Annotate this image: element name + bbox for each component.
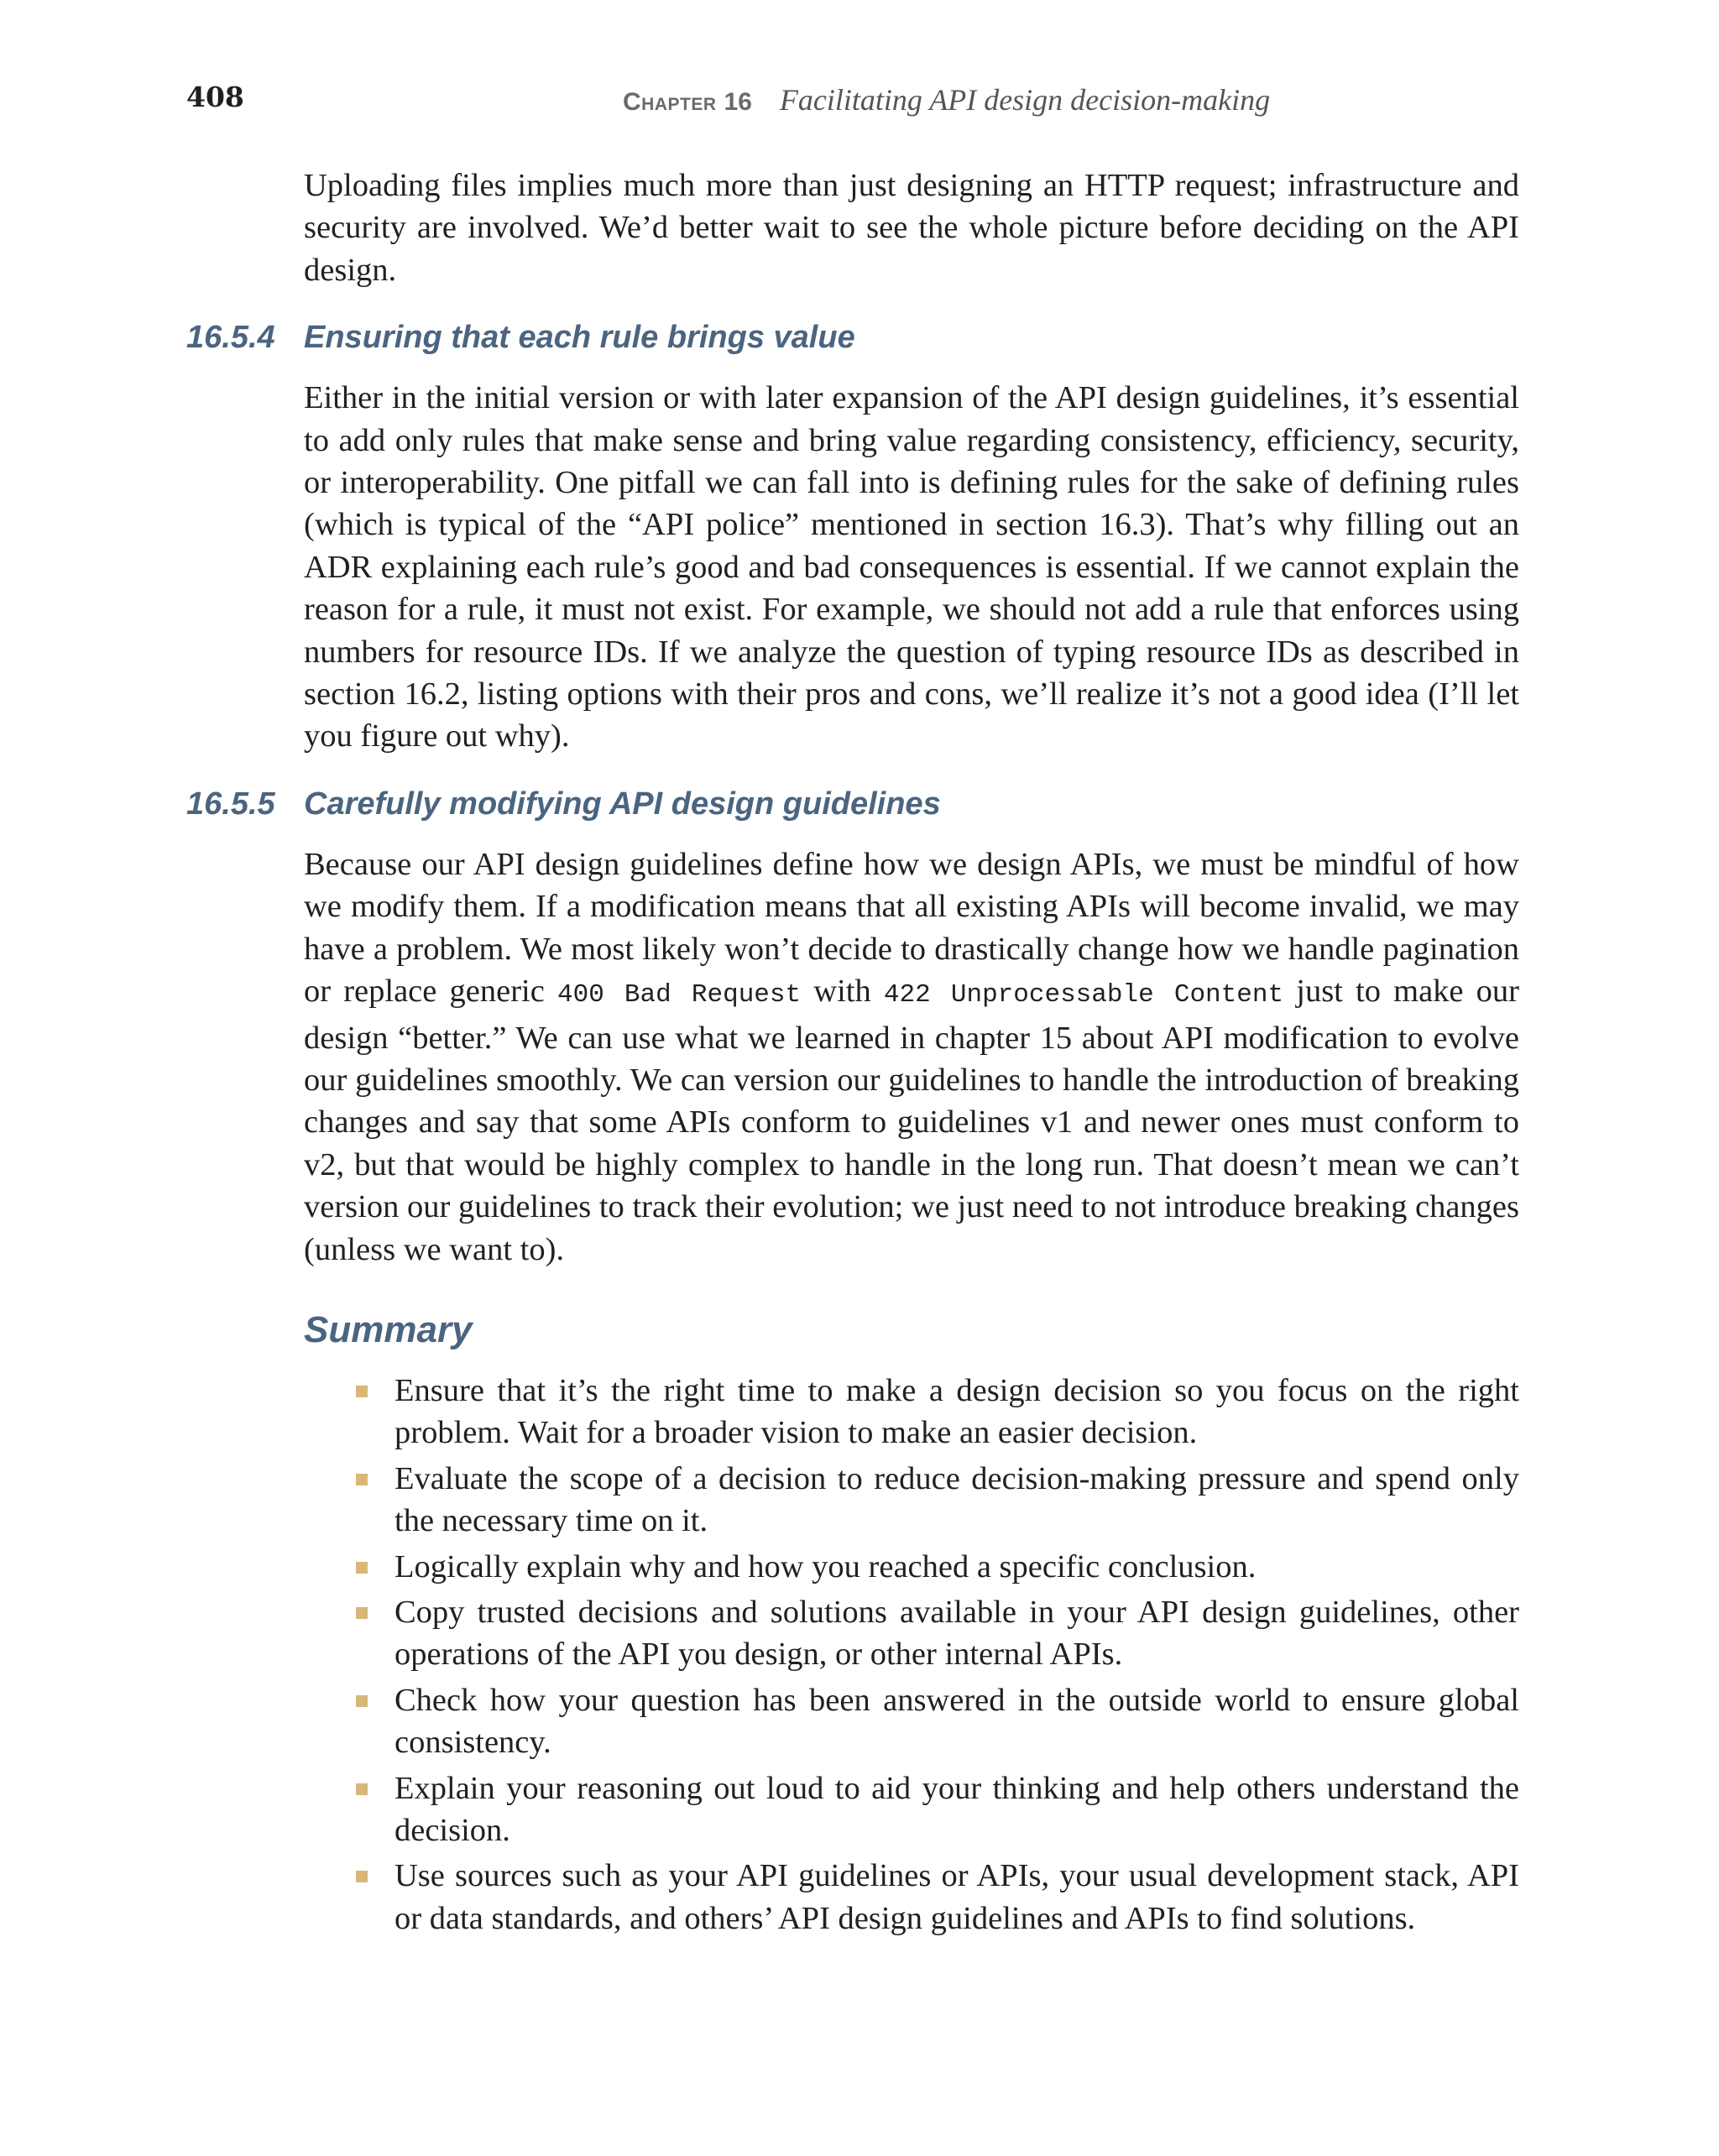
section-number: 16.5.5 [186, 786, 275, 822]
paragraph-text: with [801, 974, 884, 1010]
summary-item-text: Evaluate the scope of a decision to reduce decision-making pressure and spend only the necessary time on it. [394, 1460, 1519, 1539]
square-bullet-icon [356, 1607, 368, 1619]
square-bullet-icon [356, 1474, 368, 1485]
summary-item [394, 1370, 1519, 1454]
summary-item-text: Copy trusted decisions and solutions available in your API design guidelines, other operations of the API you design, or other internal APIs. [394, 1594, 1519, 1673]
paragraph-text: just to make our design “better.” We can use what we learned in chapter 15 about API modification to evolve our guidelines smoothly. We can version our guidelines to handle the introduction of breaking changes and say that some APIs conform to guidelines v1 and newer ones must conform to v2, but that would be highly complex to handle in the long run. That doesn’t mean we can’t version our guidelines to track their evolution; we just need to not introduce breaking changes (unless we want to). [304, 974, 1520, 1267]
intro-paragraph: Uploading files implies much more than just designing an HTTP request; infrastructure and security are involved. We’d better wait to see the whole picture before deciding on the API design. [304, 168, 1519, 288]
square-bullet-icon [356, 1695, 368, 1707]
summary-heading: Summary [304, 1308, 473, 1350]
running-head [623, 82, 1270, 117]
page-number: 408 [186, 81, 244, 113]
square-bullet-icon [356, 1386, 368, 1397]
summary-item [394, 1855, 1519, 1939]
square-bullet-icon [356, 1783, 368, 1795]
section-title: Ensuring that each rule brings value [304, 320, 855, 356]
section-paragraph-16-5-4: Either in the initial version or with later expansion of the API design guidelines, it’s essential to add only rules that make sense and bring value regarding consistency, efficiency, security, or interoperability. One pitfall we can fall into is defining rules for the sake of defining rules (which is typical of the “API police” mentioned in section 16.3). That’s why filling out an ADR explaining each rule’s good and bad consequences is essential. If we cannot explain the reason for a rule, it must not exist. For example, we should not add a rule that enforces using numbers for resource IDs. If we analyze the question of typing resource IDs as described in section 16.2, listing options with their pros and cons, we’ll realize it’s not a good idea (I’ll let you figure out why). [304, 380, 1519, 754]
summary-item [394, 1591, 1519, 1676]
page-content [186, 164, 1520, 1943]
chapter-label: Chapter [623, 88, 717, 116]
summary-item-text: Check how your question has been answered in the outside world to ensure global consistency. [394, 1682, 1519, 1761]
summary-item-text: Logically explain why and how you reached a specific conclusion. [394, 1548, 1257, 1584]
summary-item [394, 1546, 1519, 1588]
summary-list [304, 1370, 1519, 1939]
chapter-title: Facilitating API design decision-making [779, 83, 1271, 117]
section-paragraph-16-5-5 [304, 843, 1519, 1271]
summary-item [394, 1679, 1519, 1764]
square-bullet-icon [356, 1871, 368, 1882]
section-heading-16-5-5 [186, 786, 1519, 827]
chapter-number: 16 [724, 88, 752, 116]
inline-code-400: 400 Bad Request [556, 980, 802, 1010]
square-bullet-icon [356, 1562, 368, 1574]
page-header [186, 81, 1533, 119]
paragraph-text: Because our API design guidelines define how we design APIs, we must be mindful of how we modify them. If a modification means that all existing APIs will become invalid, we may have a problem. We most likely won’t decide to drastically change how we handle pagination or replace generic [304, 846, 1519, 1010]
section-number: 16.5.4 [186, 320, 275, 356]
summary-item [394, 1458, 1519, 1543]
summary-item [394, 1767, 1519, 1852]
section-heading-16-5-4 [186, 320, 1519, 360]
summary-item-text: Explain your reasoning out loud to aid your thinking and help others understand the decision. [394, 1770, 1519, 1848]
section-title: Carefully modifying API design guidelines [304, 786, 941, 822]
inline-code-422: 422 Unprocessable Content [883, 980, 1284, 1010]
summary-item-text: Use sources such as your API guidelines or APIs, your usual development stack, API or data standards, and others’ API design guidelines and APIs to find solutions. [394, 1858, 1519, 1936]
summary-item-text: Ensure that it’s the right time to make a design decision so you focus on the right problem. Wait for a broader vision to make an easier decision. [394, 1372, 1519, 1451]
